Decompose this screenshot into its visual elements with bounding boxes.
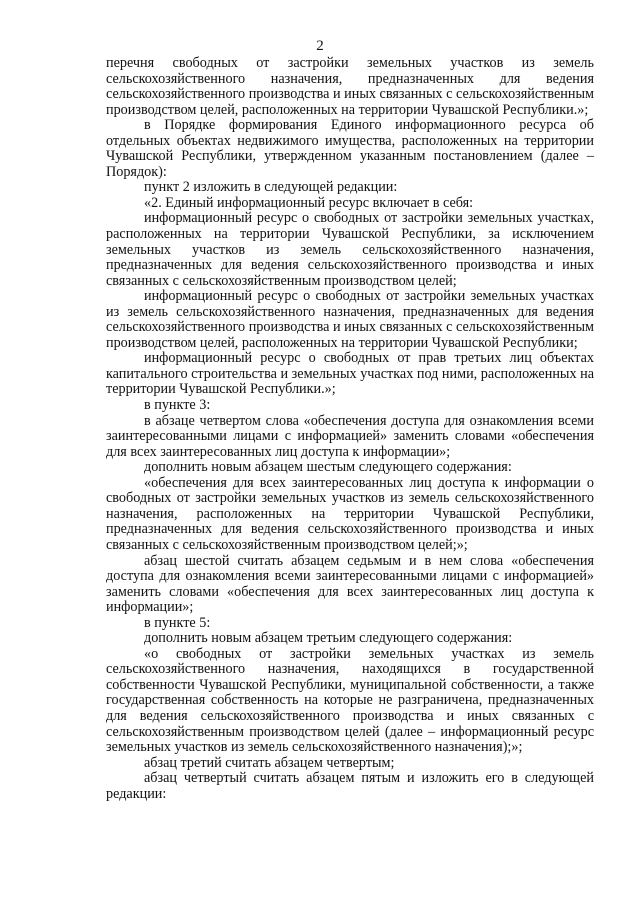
paragraph-1: перечня свободных от застройки земельных участков из земель сельскохозяйственного назначения, предназначенных для ведения сельскохозяйственного производства и иных связанных с сельскохозяйственным производством целей, расположенных на территории Чувашской Республики.»; — [106, 55, 594, 118]
paragraph-17: абзац четвертый считать абзацем пятым и изложить его в следующей редакции: — [106, 770, 594, 802]
paragraph-7: информационный ресурс о свободных от прав третьих лиц объектах капитального строительства и земельных участках под ними, расположенных на территории Чувашской Республики.»; — [106, 350, 594, 398]
paragraph-10: дополнить новым абзацем шестым следующего содержания: — [144, 459, 512, 476]
paragraph-8: в пункте 3: — [144, 397, 211, 414]
document-body — [106, 56, 594, 802]
paragraph-14: дополнить новым абзацем третьим следующего содержания: — [144, 630, 513, 647]
paragraph-15: «о свободных от застройки земельных участках из земель сельскохозяйственного назначения, находящихся в государственной собственности Чувашской Республики, муниципальной собственности, а также государственная собственность на которые не разграничена, предназначенных для ведения сельскохозяйственного производства и иных связанных с сельскохозяйственным производством целей (далее – информационный ресурс земельных участков из земель сельскохозяйственного назначения);»; — [106, 645, 594, 756]
paragraph-11: «обеспечения для всех заинтересованных лиц доступа к информации о свободных от застройки земельных участков из земель сельскохозяйственного назначения, расположенных на территории Чувашской Республики, предназначенных для ведения сельскохозяйственного производства и иных связанных с сельскохозяйственным производством целей;»; — [106, 474, 594, 553]
paragraph-13: в пункте 5: — [144, 614, 211, 631]
paragraph-5: информационный ресурс о свободных от застройки земельных участках, расположенных на территории Чувашской Республики, за исключением земельных участков из земель сельскохозяйственного назначения, предназначенных для ведения сельскохозяйственного производства и иных связанных с сельскохозяйственным производством целей; — [106, 210, 594, 289]
paragraph-16: абзац третий считать абзацем четвертым; — [144, 754, 395, 771]
paragraph-2: в Порядке формирования Единого информационного ресурса об отдельных объектах недвижимого имущества, расположенных на территории Чувашской Республики, утвержденном указанным постановлением (далее – Порядок): — [106, 117, 594, 180]
paragraph-6: информационный ресурс о свободных от застройки земельных участках из земель сельскохозяйственного назначения, предназначенных для ведения сельскохозяйственного производства и иных связанных с сельскохозяйственным производством целей, расположенных на территории Чувашской Республики; — [106, 288, 594, 351]
paragraph-4: «2. Единый информационный ресурс включает в себя: — [144, 194, 474, 211]
paragraph-12: абзац шестой считать абзацем седьмым и в нем слова «обеспечения доступа для ознакомления всеми заинтересованными лицами с информацией» заменить словами «обеспечения для всех заинтересованных лиц доступа к информации»; — [106, 552, 594, 616]
paragraph-9: в абзаце четвертом слова «обеспечения доступа для ознакомления всеми заинтересованными лицами с информацией» заменить словами «обеспечения для всех заинтересованных лиц доступа к информации»; — [106, 412, 594, 460]
page-number: 2 — [316, 38, 324, 54]
paragraph-3: пункт 2 изложить в следующей редакции: — [144, 179, 398, 196]
